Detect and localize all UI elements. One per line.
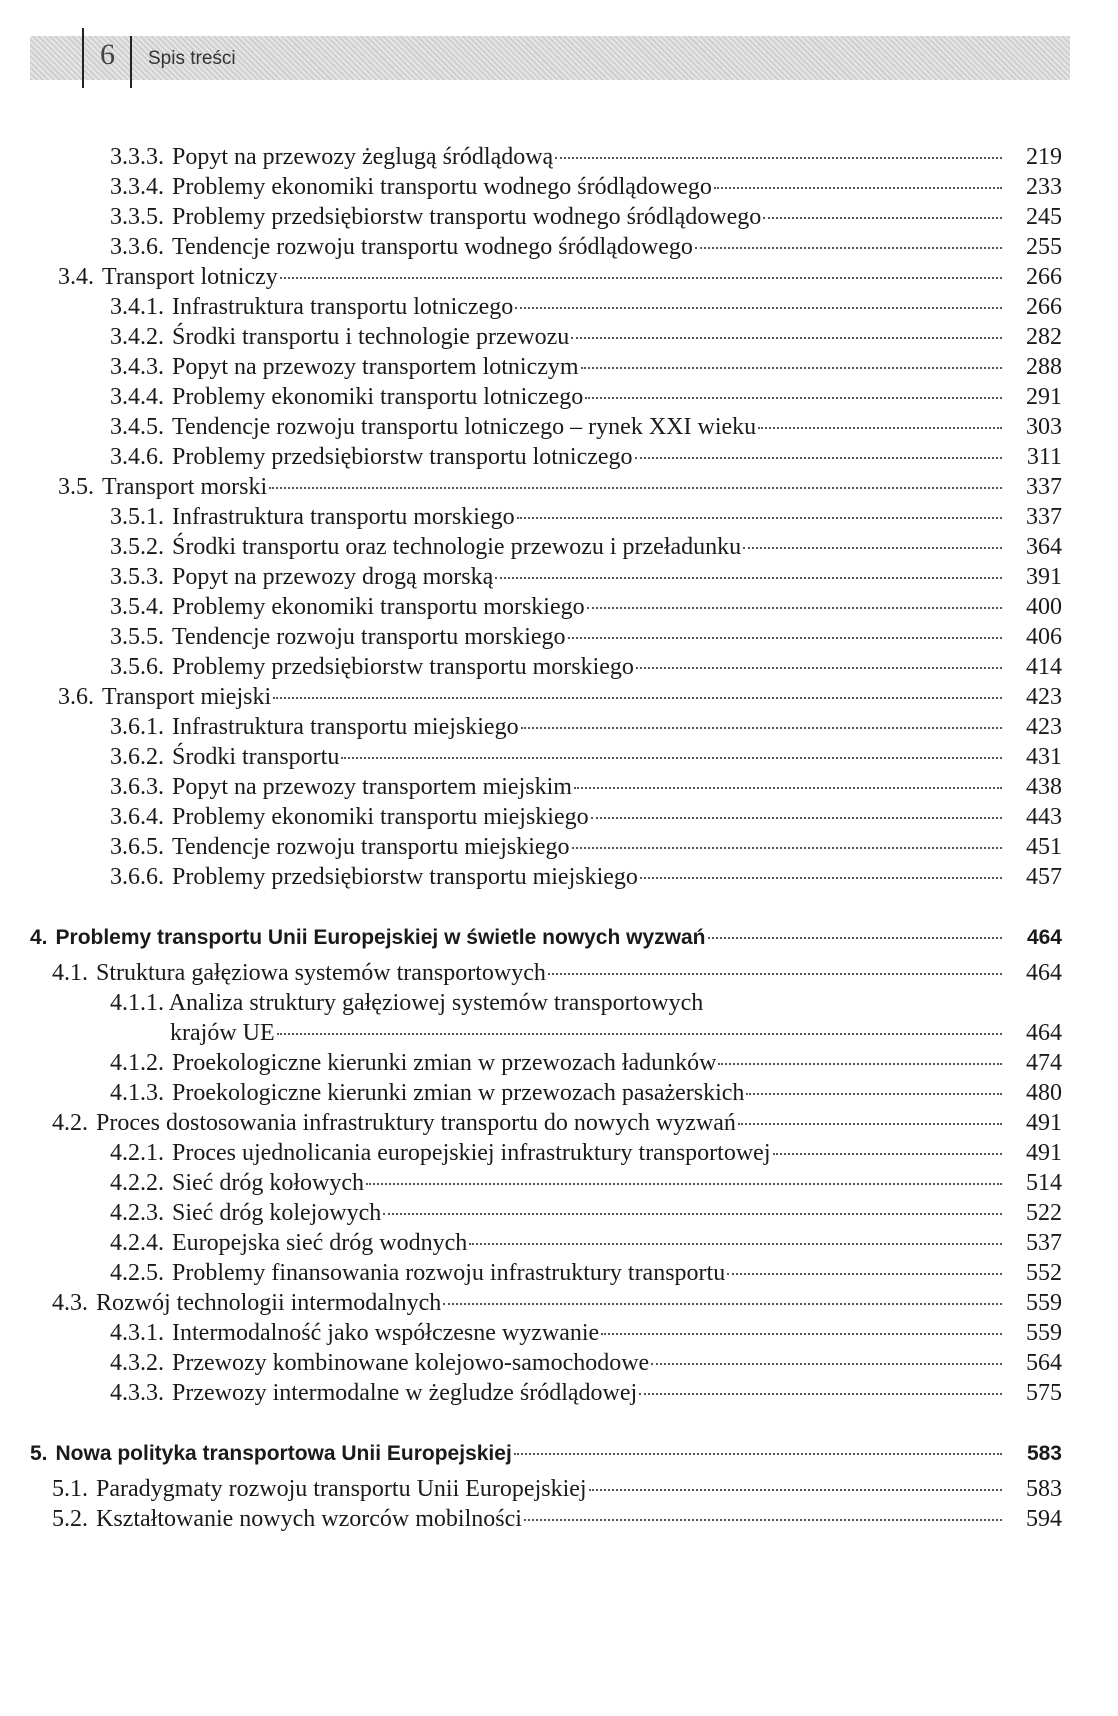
entry-page: 480 <box>1026 1080 1062 1106</box>
dot-leader <box>601 1333 1002 1335</box>
toc-entry[interactable] <box>110 382 1062 412</box>
dot-leader <box>714 187 1002 189</box>
toc-entry[interactable] <box>110 1078 1062 1108</box>
entry-page: 564 <box>1026 1350 1062 1376</box>
toc-entry[interactable] <box>110 622 1062 652</box>
entry-page: 537 <box>1026 1230 1062 1256</box>
entry-title: Problemy ekonomiki transportu lotniczego <box>172 384 584 410</box>
toc-chapter[interactable] <box>30 1439 1062 1469</box>
toc-entry[interactable] <box>110 1168 1062 1198</box>
entry-page: 414 <box>1026 654 1062 680</box>
entry-page: 464 <box>1026 960 1062 986</box>
entry-number: 3.4.3. <box>110 354 164 380</box>
entry-number: 3.4. <box>58 264 94 290</box>
entry-title: Rozwój technologii intermodalnych <box>96 1290 442 1316</box>
toc-entry[interactable] <box>110 592 1062 622</box>
entry-title: Paradygmaty rozwoju transportu Unii Europejskiej <box>96 1476 587 1502</box>
toc-entry[interactable] <box>110 832 1062 862</box>
toc-entry[interactable] <box>110 1048 1062 1078</box>
toc-entry[interactable] <box>110 1378 1062 1408</box>
entry-page: 491 <box>1026 1140 1062 1166</box>
dot-leader <box>280 277 1002 279</box>
dot-leader <box>269 487 1002 489</box>
entry-title: Europejska sieć dróg wodnych <box>172 1230 468 1256</box>
entry-page: 552 <box>1026 1260 1062 1286</box>
entry-title: Problemy finansowania rozwoju infrastruktury transportu <box>172 1260 726 1286</box>
entry-page: 233 <box>1026 174 1062 200</box>
entry-title: Infrastruktura transportu morskiego <box>172 504 515 530</box>
dot-leader <box>591 817 1002 819</box>
entry-page: 311 <box>1026 444 1062 470</box>
entry-title: Problemy przedsiębiorstw transportu miejskiego <box>172 864 638 890</box>
toc-entry[interactable] <box>58 262 1062 292</box>
entry-page: 491 <box>1026 1110 1062 1136</box>
entry-title: Przewozy kombinowane kolejowo-samochodowe <box>172 1350 650 1376</box>
entry-number: 3.6.5. <box>110 834 164 860</box>
entry-number: 3.5.3. <box>110 564 164 590</box>
entry-title: Nowa polityka transportowa Unii Europejskiej <box>55 1442 512 1465</box>
toc-entry[interactable] <box>110 1258 1062 1288</box>
entry-number: 3.6.6. <box>110 864 164 890</box>
entry-title: Sieć dróg kolejowych <box>172 1200 382 1226</box>
dot-leader <box>585 397 1002 399</box>
entry-page: 464 <box>1026 1020 1062 1046</box>
toc-entry[interactable] <box>170 1018 1062 1048</box>
toc-entry[interactable] <box>110 652 1062 682</box>
dot-leader <box>514 1453 1002 1455</box>
entry-title: Proces ujednolicania europejskiej infrastruktury transportowej <box>172 1140 771 1166</box>
entry-title: Problemy ekonomiki transportu miejskiego <box>172 804 589 830</box>
toc-entry[interactable] <box>110 1348 1062 1378</box>
entry-title: Tendencje rozwoju transportu morskiego <box>172 624 566 650</box>
entry-number: 4.3.1. <box>110 1320 164 1346</box>
entry-number: 3.5.2. <box>110 534 164 560</box>
entry-page: 337 <box>1026 504 1062 530</box>
entry-page: 583 <box>1026 1476 1062 1502</box>
dot-leader <box>758 427 1002 429</box>
toc-entry[interactable] <box>110 352 1062 382</box>
toc-entry[interactable] <box>110 202 1062 232</box>
dot-leader <box>636 667 1002 669</box>
entry-number: 5. <box>30 1442 48 1465</box>
entry-title: Struktura gałęziowa systemów transportowych <box>96 960 546 986</box>
toc-entry[interactable] <box>58 472 1062 502</box>
toc-entry[interactable] <box>52 1474 1062 1504</box>
entry-number: 3.3.3. <box>110 144 164 170</box>
toc-entry <box>110 988 703 1018</box>
entry-page: 266 <box>1026 264 1062 290</box>
entry-number: 3.5.1. <box>110 504 164 530</box>
entry-title: Problemy przedsiębiorstw transportu lotniczego <box>172 444 633 470</box>
toc-entry[interactable] <box>110 142 1062 172</box>
entry-number: 4.2.3. <box>110 1200 164 1226</box>
entry-title: Problemy przedsiębiorstw transportu wodnego śródlądowego <box>172 204 762 230</box>
entry-page: 282 <box>1026 324 1062 350</box>
entry-number: 4.1. <box>52 960 88 986</box>
entry-title: krajów UE <box>170 1020 275 1046</box>
dot-leader <box>469 1243 1002 1245</box>
entry-title: Proekologiczne kierunki zmian w przewozach ładunków <box>172 1050 717 1076</box>
dot-leader <box>651 1363 1002 1365</box>
dot-leader <box>572 847 1002 849</box>
entry-title: Infrastruktura transportu miejskiego <box>172 714 519 740</box>
entry-number: 3.3.5. <box>110 204 164 230</box>
dot-leader <box>273 697 1002 699</box>
entry-title: Tendencje rozwoju transportu lotniczego – rynek XXI wieku <box>172 414 757 440</box>
entry-title: Problemy ekonomiki transportu morskiego <box>172 594 585 620</box>
entry-number: 5.1. <box>52 1476 88 1502</box>
entry-title: Proces dostosowania infrastruktury transportu do nowych wyzwań <box>96 1110 736 1136</box>
toc-entry[interactable] <box>52 1504 1062 1534</box>
entry-title: Popyt na przewozy transportem lotniczym <box>172 354 579 380</box>
dot-leader <box>515 307 1002 309</box>
entry-page: 575 <box>1026 1380 1062 1406</box>
entry-number: 3.5.4. <box>110 594 164 620</box>
dot-leader <box>640 877 1002 879</box>
entry-page: 337 <box>1026 474 1062 500</box>
entry-title: Problemy przedsiębiorstw transportu morskiego <box>172 654 634 680</box>
toc-entry[interactable] <box>52 958 1062 988</box>
entry-page: 522 <box>1026 1200 1062 1226</box>
entry-title: Środki transportu <box>172 744 340 770</box>
toc-entry[interactable] <box>110 502 1062 532</box>
entry-title: Środki transportu oraz technologie przewozu i przeładunku <box>172 534 742 560</box>
entry-page: 464 <box>1026 926 1062 949</box>
entry-number: 4.3.3. <box>110 1380 164 1406</box>
header-divider <box>82 28 84 88</box>
toc-chapter[interactable] <box>30 923 1062 953</box>
entry-page: 303 <box>1026 414 1062 440</box>
toc-entry[interactable] <box>58 682 1062 712</box>
entry-title: Popyt na przewozy żeglugą śródlądową <box>172 144 554 170</box>
entry-page: 245 <box>1026 204 1062 230</box>
toc-entry[interactable] <box>110 232 1062 262</box>
entry-page: 255 <box>1026 234 1062 260</box>
entry-number: 3.4.2. <box>110 324 164 350</box>
dot-leader <box>763 217 1002 219</box>
dot-leader <box>743 547 1002 549</box>
entry-page: 559 <box>1026 1290 1062 1316</box>
dot-leader <box>574 787 1002 789</box>
entry-page: 423 <box>1026 714 1062 740</box>
entry-title: Transport miejski <box>102 684 272 710</box>
toc-entry[interactable] <box>110 532 1062 562</box>
entry-page: 291 <box>1026 384 1062 410</box>
entry-page: 431 <box>1026 744 1062 770</box>
toc-entry[interactable] <box>110 292 1062 322</box>
entry-page: 400 <box>1026 594 1062 620</box>
toc-entry[interactable] <box>110 1318 1062 1348</box>
entry-number: 3.4.4. <box>110 384 164 410</box>
entry-page: 288 <box>1026 354 1062 380</box>
entry-title: Kształtowanie nowych wzorców mobilności <box>96 1506 522 1532</box>
entry-number: 3.6.3. <box>110 774 164 800</box>
entry-title: Sieć dróg kołowych <box>172 1170 364 1196</box>
dot-leader <box>727 1273 1002 1275</box>
entry-number: 3.4.5. <box>110 414 164 440</box>
entry-title: Proekologiczne kierunki zmian w przewozach pasażerskich <box>172 1080 745 1106</box>
dot-leader <box>555 157 1002 159</box>
entry-title: Transport morski <box>102 474 268 500</box>
entry-page: 438 <box>1026 774 1062 800</box>
dot-leader <box>517 517 1002 519</box>
entry-page: 406 <box>1026 624 1062 650</box>
entry-number: 4.1.1. <box>110 990 164 1016</box>
entry-number: 5.2. <box>52 1506 88 1532</box>
toc-entry[interactable] <box>110 742 1062 772</box>
dot-leader <box>568 637 1002 639</box>
entry-title: Analiza struktury gałęziowej systemów transportowych <box>168 990 704 1016</box>
entry-number: 4.2.1. <box>110 1140 164 1166</box>
entry-title: Transport lotniczy <box>102 264 278 290</box>
dot-leader <box>773 1153 1003 1155</box>
dot-leader <box>383 1213 1002 1215</box>
toc-entry[interactable] <box>110 772 1062 802</box>
toc-entry[interactable] <box>52 1108 1062 1138</box>
entry-number: 3.3.6. <box>110 234 164 260</box>
dot-leader <box>443 1303 1002 1305</box>
entry-number: 3.5. <box>58 474 94 500</box>
entry-title: Przewozy intermodalne w żegludze śródlądowej <box>172 1380 638 1406</box>
entry-number: 4.2.4. <box>110 1230 164 1256</box>
dot-leader <box>341 757 1002 759</box>
entry-number: 3.6.1. <box>110 714 164 740</box>
entry-title: Popyt na przewozy transportem miejskim <box>172 774 572 800</box>
entry-number: 3.3.4. <box>110 174 164 200</box>
toc-entry[interactable] <box>110 322 1062 352</box>
toc-entry[interactable] <box>110 1228 1062 1258</box>
toc-entry[interactable] <box>110 172 1062 202</box>
entry-title: Popyt na przewozy drogą morską <box>172 564 494 590</box>
dot-leader <box>589 1489 1002 1491</box>
toc-entry[interactable] <box>110 802 1062 832</box>
entry-page: 364 <box>1026 534 1062 560</box>
dot-leader <box>708 937 1002 939</box>
header-divider <box>130 36 132 88</box>
dot-leader <box>524 1519 1002 1521</box>
entry-number: 4.3.2. <box>110 1350 164 1376</box>
section-title: Spis treści <box>148 48 236 69</box>
entry-number: 3.6. <box>58 684 94 710</box>
entry-title: Problemy ekonomiki transportu wodnego śródlądowego <box>172 174 712 200</box>
entry-page: 423 <box>1026 684 1062 710</box>
toc-entry[interactable] <box>110 1198 1062 1228</box>
dot-leader <box>366 1183 1002 1185</box>
toc-entry[interactable] <box>110 712 1062 742</box>
dot-leader <box>277 1033 1002 1035</box>
entry-number: 3.5.5. <box>110 624 164 650</box>
entry-title: Problemy transportu Unii Europejskiej w świetle nowych wyzwań <box>55 926 706 949</box>
toc-entry[interactable] <box>110 1138 1062 1168</box>
dot-leader <box>718 1063 1002 1065</box>
entry-number: 3.4.1. <box>110 294 164 320</box>
entry-title: Tendencje rozwoju transportu wodnego śródlądowego <box>172 234 693 260</box>
dot-leader <box>581 367 1002 369</box>
entry-title: Środki transportu i technologie przewozu <box>172 324 570 350</box>
entry-number: 4.2. <box>52 1110 88 1136</box>
dot-leader <box>571 337 1002 339</box>
entry-page: 219 <box>1026 144 1062 170</box>
dot-leader <box>587 607 1002 609</box>
toc-entry[interactable] <box>110 862 1062 892</box>
entry-page: 443 <box>1026 804 1062 830</box>
dot-leader <box>695 247 1002 249</box>
entry-number: 4.1.2. <box>110 1050 164 1076</box>
entry-page: 391 <box>1026 564 1062 590</box>
entry-page: 594 <box>1026 1506 1062 1532</box>
page-header <box>30 28 1070 88</box>
entry-number: 4. <box>30 926 48 949</box>
dot-leader <box>738 1123 1002 1125</box>
entry-title: Infrastruktura transportu lotniczego <box>172 294 514 320</box>
toc-entry[interactable] <box>110 442 1062 472</box>
entry-page: 514 <box>1026 1170 1062 1196</box>
entry-title: Intermodalność jako współczesne wyzwanie <box>172 1320 600 1346</box>
entry-number: 3.4.6. <box>110 444 164 470</box>
entry-number: 3.6.2. <box>110 744 164 770</box>
entry-number: 4.2.5. <box>110 1260 164 1286</box>
toc-entry[interactable] <box>110 562 1062 592</box>
dot-leader <box>746 1093 1002 1095</box>
entry-title: Tendencje rozwoju transportu miejskiego <box>172 834 570 860</box>
entry-number: 4.1.3. <box>110 1080 164 1106</box>
page-number: 6 <box>100 38 115 71</box>
entry-number: 3.6.4. <box>110 804 164 830</box>
entry-number: 3.5.6. <box>110 654 164 680</box>
toc-entry[interactable] <box>52 1288 1062 1318</box>
dot-leader <box>635 457 1002 459</box>
entry-page: 474 <box>1026 1050 1062 1076</box>
entry-page: 266 <box>1026 294 1062 320</box>
entry-page: 583 <box>1026 1442 1062 1465</box>
entry-page: 451 <box>1026 834 1062 860</box>
entry-page: 559 <box>1026 1320 1062 1346</box>
toc-entry[interactable] <box>110 412 1062 442</box>
dot-leader <box>521 727 1002 729</box>
dot-leader <box>495 577 1002 579</box>
entry-page: 457 <box>1026 864 1062 890</box>
dot-leader <box>639 1393 1002 1395</box>
dot-leader <box>548 973 1002 975</box>
entry-number: 4.3. <box>52 1290 88 1316</box>
entry-number: 4.2.2. <box>110 1170 164 1196</box>
